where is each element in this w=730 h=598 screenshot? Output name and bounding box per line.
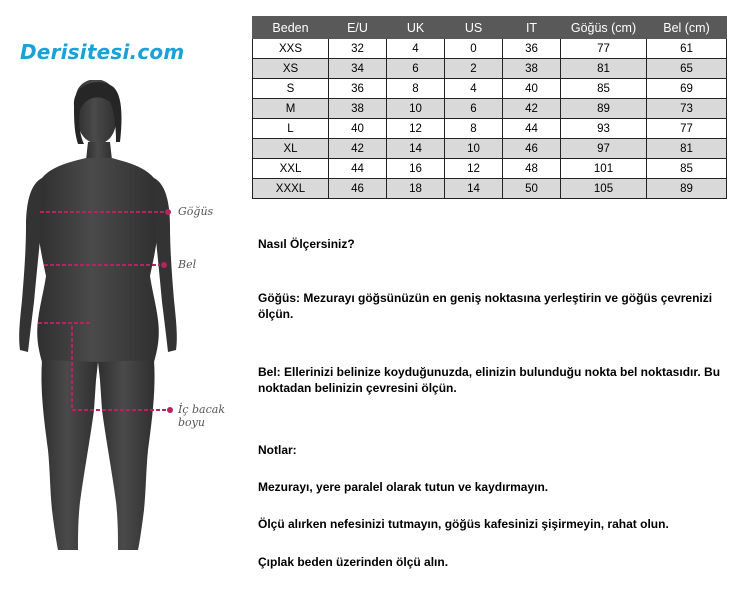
table-cell: 97 (561, 139, 647, 159)
table-cell: 61 (647, 39, 727, 59)
table-cell: 2 (445, 59, 503, 79)
chest-instruction: Göğüs: Mezurayı göğsünüzün en geniş noktasına yerleştirin ve göğüs çevrenizi ölçün. (258, 291, 713, 321)
table-cell: 81 (561, 59, 647, 79)
table-cell: 0 (445, 39, 503, 59)
table-cell: 6 (387, 59, 445, 79)
table-cell: 6 (445, 99, 503, 119)
table-cell: 101 (561, 159, 647, 179)
column-header: Göğüs (cm) (561, 17, 647, 39)
table-cell: 12 (387, 119, 445, 139)
table-cell: 4 (445, 79, 503, 99)
table-cell: 44 (503, 119, 561, 139)
table-cell: 42 (329, 139, 387, 159)
table-cell: 32 (329, 39, 387, 59)
site-logo: Derisitesi.com (20, 40, 185, 64)
table-cell: 16 (387, 159, 445, 179)
table-cell: 42 (503, 99, 561, 119)
table-cell: 38 (503, 59, 561, 79)
table-cell: 8 (387, 79, 445, 99)
table-row (253, 139, 727, 159)
table-row (253, 79, 727, 99)
waist-instruction: Bel: Ellerinizi belinize koyduğunuzda, elinizin bulunduğu nokta bel noktasıdır. Bu noktadan belinizin çevresini ölçün. (258, 365, 721, 395)
size-name-cell: XXS (253, 39, 329, 59)
table-cell: 89 (647, 179, 727, 199)
body-silhouette-diagram (0, 80, 250, 590)
size-name-cell: XS (253, 59, 329, 79)
size-name-cell: L (253, 119, 329, 139)
table-cell: 10 (445, 139, 503, 159)
note-item: Çıplak beden üzerinden ölçü alın. (258, 555, 449, 569)
table-cell: 40 (503, 79, 561, 99)
table-cell: 77 (647, 119, 727, 139)
table-cell: 85 (647, 159, 727, 179)
size-chart-table (252, 16, 727, 199)
table-cell: 36 (503, 39, 561, 59)
right-leg-shape (98, 360, 155, 550)
table-cell: 105 (561, 179, 647, 199)
column-header: IT (503, 17, 561, 39)
column-header: Bel (cm) (647, 17, 727, 39)
table-cell: 14 (387, 139, 445, 159)
size-name-cell: XL (253, 139, 329, 159)
table-cell: 44 (329, 159, 387, 179)
column-header: E/U (329, 17, 387, 39)
column-header: UK (387, 17, 445, 39)
table-row (253, 39, 727, 59)
table-cell: 38 (329, 99, 387, 119)
notes-heading: Notlar: (258, 443, 297, 457)
table-header-row (253, 17, 727, 39)
column-header: Beden (253, 17, 329, 39)
silhouette-svg (0, 80, 250, 590)
column-header: US (445, 17, 503, 39)
size-name-cell: XXXL (253, 179, 329, 199)
waist-label: Bel (178, 258, 197, 271)
table-cell: 12 (445, 159, 503, 179)
table-cell: 36 (329, 79, 387, 99)
table-cell: 14 (445, 179, 503, 199)
table-row (253, 59, 727, 79)
table-cell: 46 (503, 139, 561, 159)
table-row (253, 119, 727, 139)
table-cell: 40 (329, 119, 387, 139)
table-cell: 10 (387, 99, 445, 119)
table-cell: 77 (561, 39, 647, 59)
table-cell: 69 (647, 79, 727, 99)
size-name-cell: M (253, 99, 329, 119)
table-cell: 48 (503, 159, 561, 179)
table-cell: 85 (561, 79, 647, 99)
table-row (253, 159, 727, 179)
table-cell: 8 (445, 119, 503, 139)
table-cell: 73 (647, 99, 727, 119)
size-name-cell: S (253, 79, 329, 99)
note-item: Mezurayı, yere paralel olarak tutun ve kaydırmayın. (258, 480, 549, 494)
table-cell: 50 (503, 179, 561, 199)
table-cell: 18 (387, 179, 445, 199)
table-cell: 65 (647, 59, 727, 79)
note-item: Ölçü alırken nefesinizi tutmayın, göğüs kafesinizi şişirmeyin, rahat olun. (258, 517, 669, 531)
table-cell: 93 (561, 119, 647, 139)
table-row (253, 99, 727, 119)
left-leg-shape (41, 360, 98, 550)
table-row (253, 179, 727, 199)
table-cell: 81 (647, 139, 727, 159)
chest-label: Göğüs (178, 205, 214, 218)
inseam-label: İç bacak boyu (178, 403, 225, 429)
table-cell: 89 (561, 99, 647, 119)
table-cell: 4 (387, 39, 445, 59)
neck-shape (86, 142, 112, 160)
table-cell: 46 (329, 179, 387, 199)
torso-shape (37, 158, 159, 362)
size-name-cell: XXL (253, 159, 329, 179)
instructions-heading: Nasıl Ölçersiniz? (258, 237, 355, 251)
table-cell: 34 (329, 59, 387, 79)
